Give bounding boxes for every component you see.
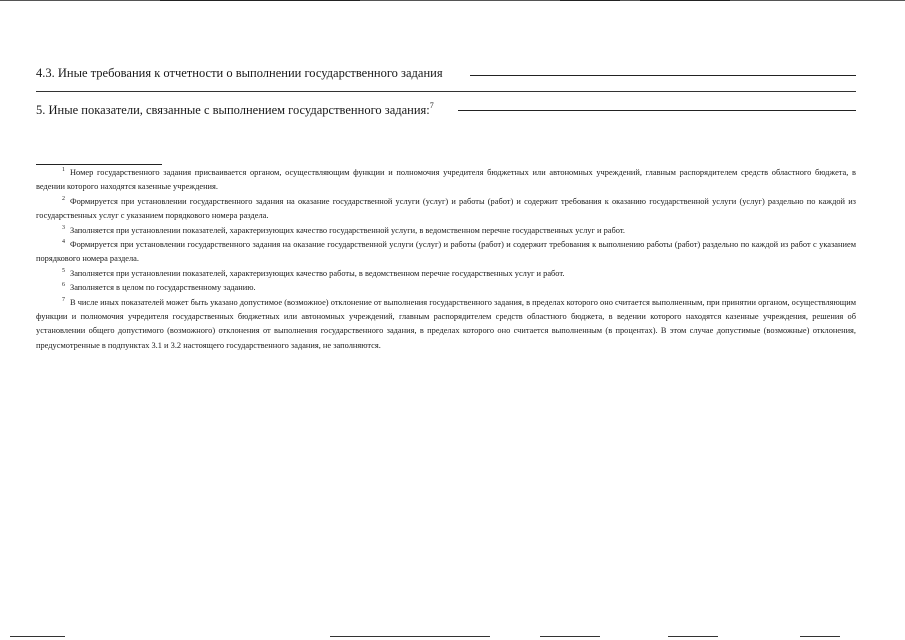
section-4-3-label [36,66,443,80]
footnotes-block [36,166,856,353]
footnote-text: Формируется при установлении государственного задания на оказание государственной услуги (услуг) и работы (работ) и содержит требования к оказанию государственной услуги (услуг) раздельно по каждой из государственных услуг с указанием порядкового номера раздела. [36,196,856,221]
section-4-3-fill-line [470,75,856,76]
footnote-1 [36,166,856,195]
footnote-text: Заполняется в целом по государственному заданию. [70,283,256,293]
footnote-6 [36,281,856,295]
bottom-scan-mark [330,636,490,637]
footnote-text: Заполняется при установлении показателей, характеризующих качество государственной услуги, в ведомственном перечне государственных услуг и работ. [70,225,625,235]
footnote-5 [36,267,856,281]
bottom-scan-mark [800,636,840,637]
footnote-number: 2 [62,195,65,202]
section-5-text: 5. Иные показатели, связанные с выполнением государственного задания: [36,103,430,117]
section-4-3-text: 4.3. Иные требования к отчетности о выполнении государственного задания [36,66,443,80]
footnote-number: 7 [62,296,65,303]
section-separator-line [36,91,856,92]
footnote-number: 6 [62,282,65,289]
page-top-border [0,0,905,1]
footnote-rule [36,164,162,165]
bottom-scan-mark [10,636,65,637]
footnote-number: 1 [62,167,65,173]
top-scan-mark [640,0,730,1]
footnote-text: Заполняется при установлении показателей, характеризующих качество работы, в ведомственном перечне государственных услуг и работ. [70,268,565,278]
footnote-text: Номер государственного задания присваивается органом, осуществляющим функции и полномочия учредителя бюджетных или автономных учреждений, главным распорядителем средств областного бюджета, в ведении которого находятся казенные учреждения. [36,168,856,192]
footnote-2 [36,195,856,224]
footnote-text: Формируется при установлении государственного задания на оказание государственной услуги (услуг) и работы (работ) и содержит требования к выполнению работы (работ) раздельно по каждой из работ с указанием порядкового номера раздела. [36,240,856,264]
footnote-ref-7: 7 [429,101,434,110]
top-scan-mark [160,0,360,1]
footnote-7 [36,296,856,354]
footnote-number: 4 [62,239,65,246]
footnote-number: 3 [62,224,65,231]
footnote-text: В числе иных показателей может быть указано допустимое (возможное) отклонение от выполнения государственного задания, в пределах которого оно считается выполненным, при принятии органом, осуществляющим функции и полномочия учредителя государственных бюджетных или автономных учреждений, главным распорядителем средств областного бюджета, в ведении которого находятся казенные учреждения, решения об установлении общего допустимого (возможного) отклонения от выполнения государственного задания, в пределах которого оно считается выполненным (в процентах). В этом случае допустимые (возможные) отклонения, предусмотренные в подпунктах 3.1 и 3.2 настоящего государственного задания, не заполняются. [36,297,856,350]
bottom-scan-mark [540,636,600,637]
section-5-fill-line [458,110,856,111]
section-5-label [36,103,434,117]
top-scan-mark [560,0,620,1]
bottom-scan-mark [668,636,718,637]
footnote-3 [36,224,856,238]
footnote-number: 5 [62,267,65,274]
footnote-4 [36,238,856,267]
